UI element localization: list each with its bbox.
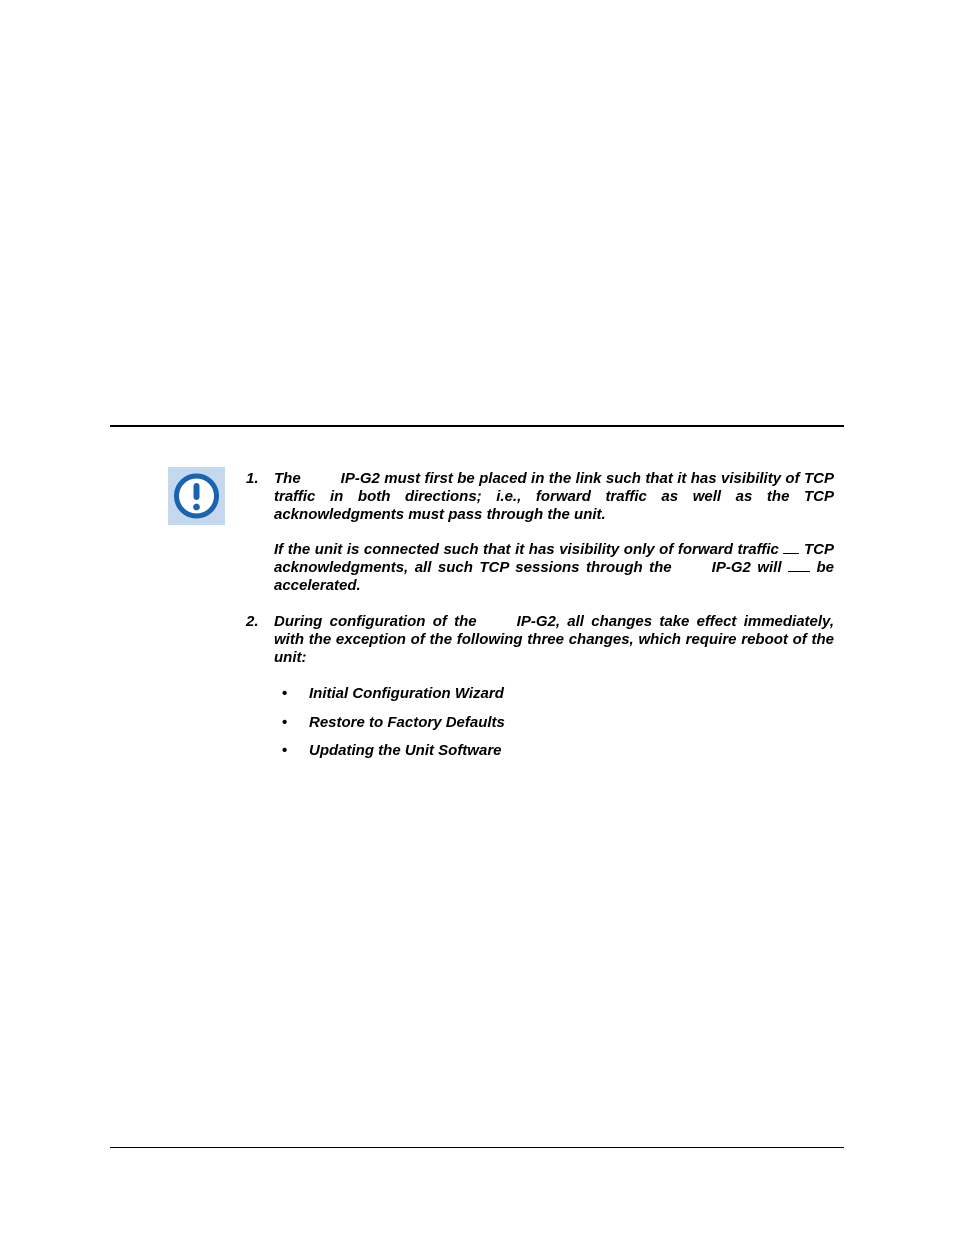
note-text: If the unit is connected such that it has visibility only of forward traffic TCP acknowledgments, all such TCP sessions through the IP-G2 will be accelerated. bbox=[274, 541, 835, 594]
footer-rule bbox=[110, 1147, 844, 1148]
bullet-icon: • bbox=[282, 742, 288, 759]
note-number: 2. bbox=[246, 613, 259, 630]
header-rule bbox=[110, 425, 844, 427]
important-notice-icon bbox=[168, 467, 225, 525]
bullet-icon: • bbox=[282, 685, 288, 702]
note-number: 1. bbox=[246, 470, 259, 487]
note-item-1 bbox=[246, 470, 834, 524]
note-text: The IP-G2 must first be placed in the link such that it has visibility of TCP traffic in both directions; i.e., forward traffic as well as the TCP acknowledgments must pass through the unit. bbox=[274, 470, 834, 523]
note-item-1-continuation bbox=[246, 541, 834, 595]
reboot-changes-list bbox=[282, 685, 505, 771]
list-item: • Updating the Unit Software bbox=[282, 742, 502, 759]
list-item: • Restore to Factory Defaults bbox=[282, 713, 505, 731]
list-item: • Initial Configuration Wizard bbox=[282, 685, 504, 702]
bullet-icon: • bbox=[282, 713, 288, 731]
note-text: During configuration of the IP-G2, all changes take effect immediately, with the exception of the following three changes, which require reboot of the unit: bbox=[274, 613, 835, 666]
note-item-2 bbox=[246, 613, 834, 667]
